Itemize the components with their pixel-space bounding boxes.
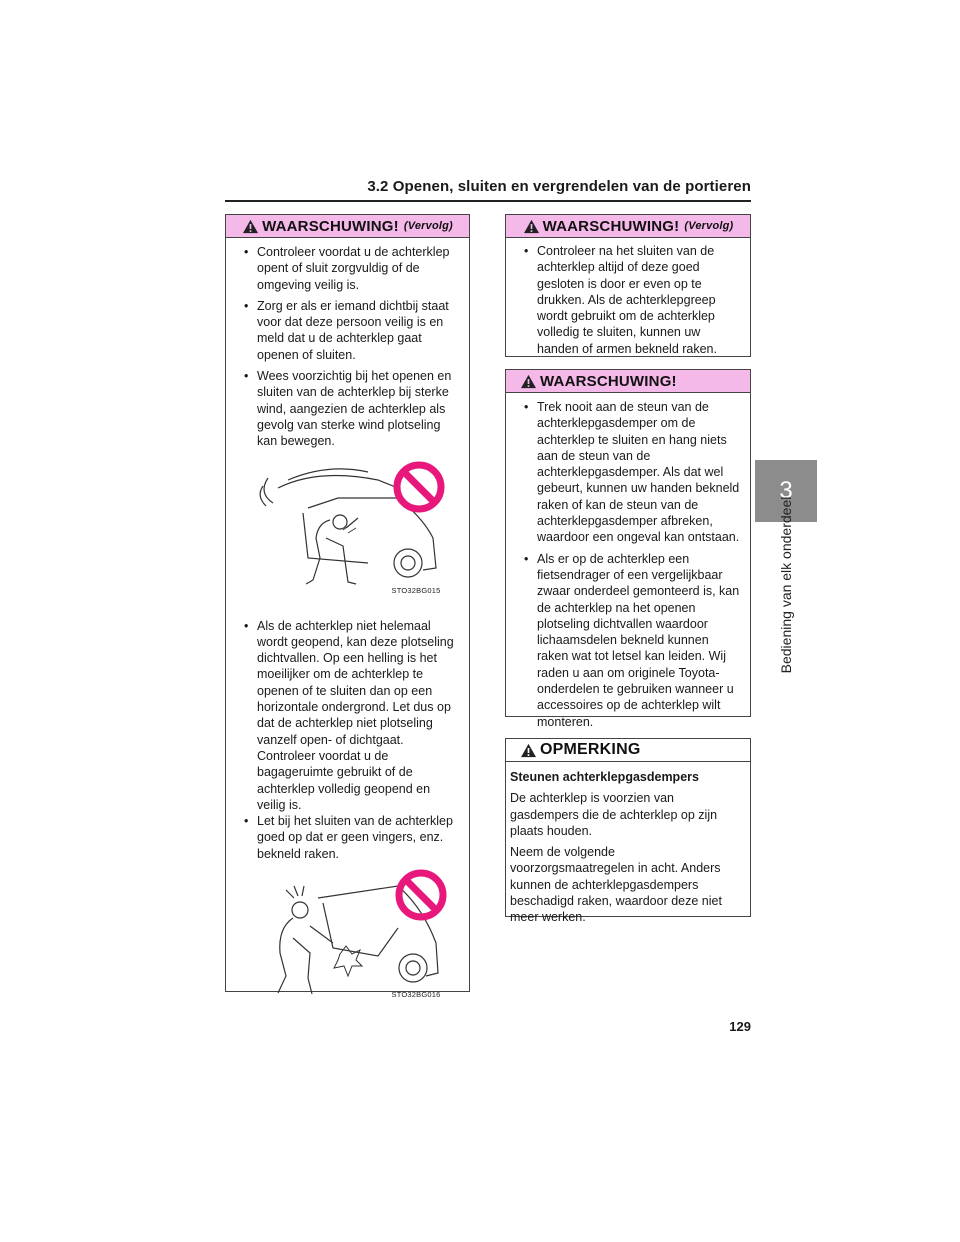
figure-caption: STO32BG015 [391, 585, 441, 595]
list-item: • Als er op de achterklep een fietsendrager of een vergelijkbaar zwaar onderdeel gemonteerd is, kan de achterklep na het openen plotseling dichtvallen waardoor lichaamsdelen bekneld kunnen raken wat tot letsel kan leiden. Wij raden u aan om originele Toyota-onderdelen te gebruiken wanneer u accessoires op de achterklep wilt monteren. [506, 551, 740, 730]
warning-box-header [506, 370, 750, 393]
tailgate-illustration-1 [248, 458, 448, 598]
note-subheading: Steunen achterklepgasdempers [510, 770, 699, 784]
warning-icon [242, 219, 259, 234]
note-paragraph: Neem de volgende voorzorgsmaatregelen in acht. Anders kunnen de achterklepgasdempers beschadigd raken, waardoor deze niet meer werken. [510, 845, 722, 925]
warning-box-right-continued [505, 214, 751, 357]
warning-title: WAARSCHUWING! [542, 217, 680, 235]
tailgate-illustration-2 [248, 868, 448, 1008]
continued-label: (Vervolg) [403, 220, 453, 232]
list-item: • Wees voorzichtig bij het openen en sluiten van de achterklep bij sterke wind, aangezien de achterklep als gevolg van sterke wind plotseling kan bewegen. [226, 368, 459, 449]
list-item: • Als de achterklep niet helemaal wordt geopend, kan deze plotseling dichtvallen. Op een helling is het moeilijker om de achterklep te openen of te sluiten dan op een horizontale ondergrond. Let dus op dat de achterklep niet plotseling vanzelf open- of dichtgaat. Controleer voordat u de bagageruimte gebruikt of de achterklep volledig geopend en veilig is. [226, 618, 459, 814]
list-item: • Let bij het sluiten van de achterklep goed op dat er geen vingers, enz. bekneld raken. [226, 813, 459, 862]
continued-label: (Vervolg) [684, 220, 734, 232]
chapter-label-text: Bediening van elk onderdeel [778, 496, 794, 674]
list-item: • Zorg er als er iemand dichtbij staat voor dat deze persoon veilig is en meld dat u de achterklep gaat openen of sluiten. [226, 298, 459, 363]
chapter-tab: 3 [755, 460, 817, 522]
list-item: • Trek nooit aan de steun van de achterklepgasdemper om de achterklep te sluiten en hang niets aan de steun van de achterklepgasdemper. Als dat wel gebeurt, kunnen uw handen bekneld raken of kan de steun van de achterklepgasdemper afbreken, waardoor een ongeval kan ontstaan. [506, 399, 740, 546]
note-title: OPMERKING [540, 741, 641, 758]
warning-icon [520, 374, 537, 389]
list-item: • Controleer na het sluiten van de achterklep altijd of deze goed gesloten is door er even op te drukken. Als de achterklepgreep wordt gebruikt om de achterklep volledig te sluiten, kunnen uw handen of armen bekneld raken. [506, 243, 740, 357]
note-box [505, 738, 751, 925]
figure-caption: STO32BG016 [391, 990, 441, 1000]
list-item: • Controleer voordat u de achterklep opent of sluit zorgvuldig of de omgeving veilig is. [226, 244, 459, 293]
warning-box-header [506, 215, 750, 238]
section-header: 3.2 Openen, sluiten en vergrendelen van de portieren [367, 178, 751, 195]
note-box-header [506, 739, 750, 762]
page-number: 129 [729, 1019, 751, 1034]
warning-box-left [225, 214, 470, 1000]
warning-box-right [505, 369, 751, 729]
caution-icon [520, 743, 537, 758]
warning-title: WAARSCHUWING! [540, 372, 677, 390]
prohibit-icon [394, 868, 448, 922]
warning-icon [523, 219, 540, 234]
warning-title: WAARSCHUWING! [262, 217, 399, 235]
warning-box-header [226, 215, 469, 238]
prohibit-icon [392, 460, 446, 514]
note-paragraph: De achterklep is voorzien van gasdempers die de achterklep op zijn plaats houden. [510, 791, 718, 838]
header-rule [225, 200, 751, 202]
